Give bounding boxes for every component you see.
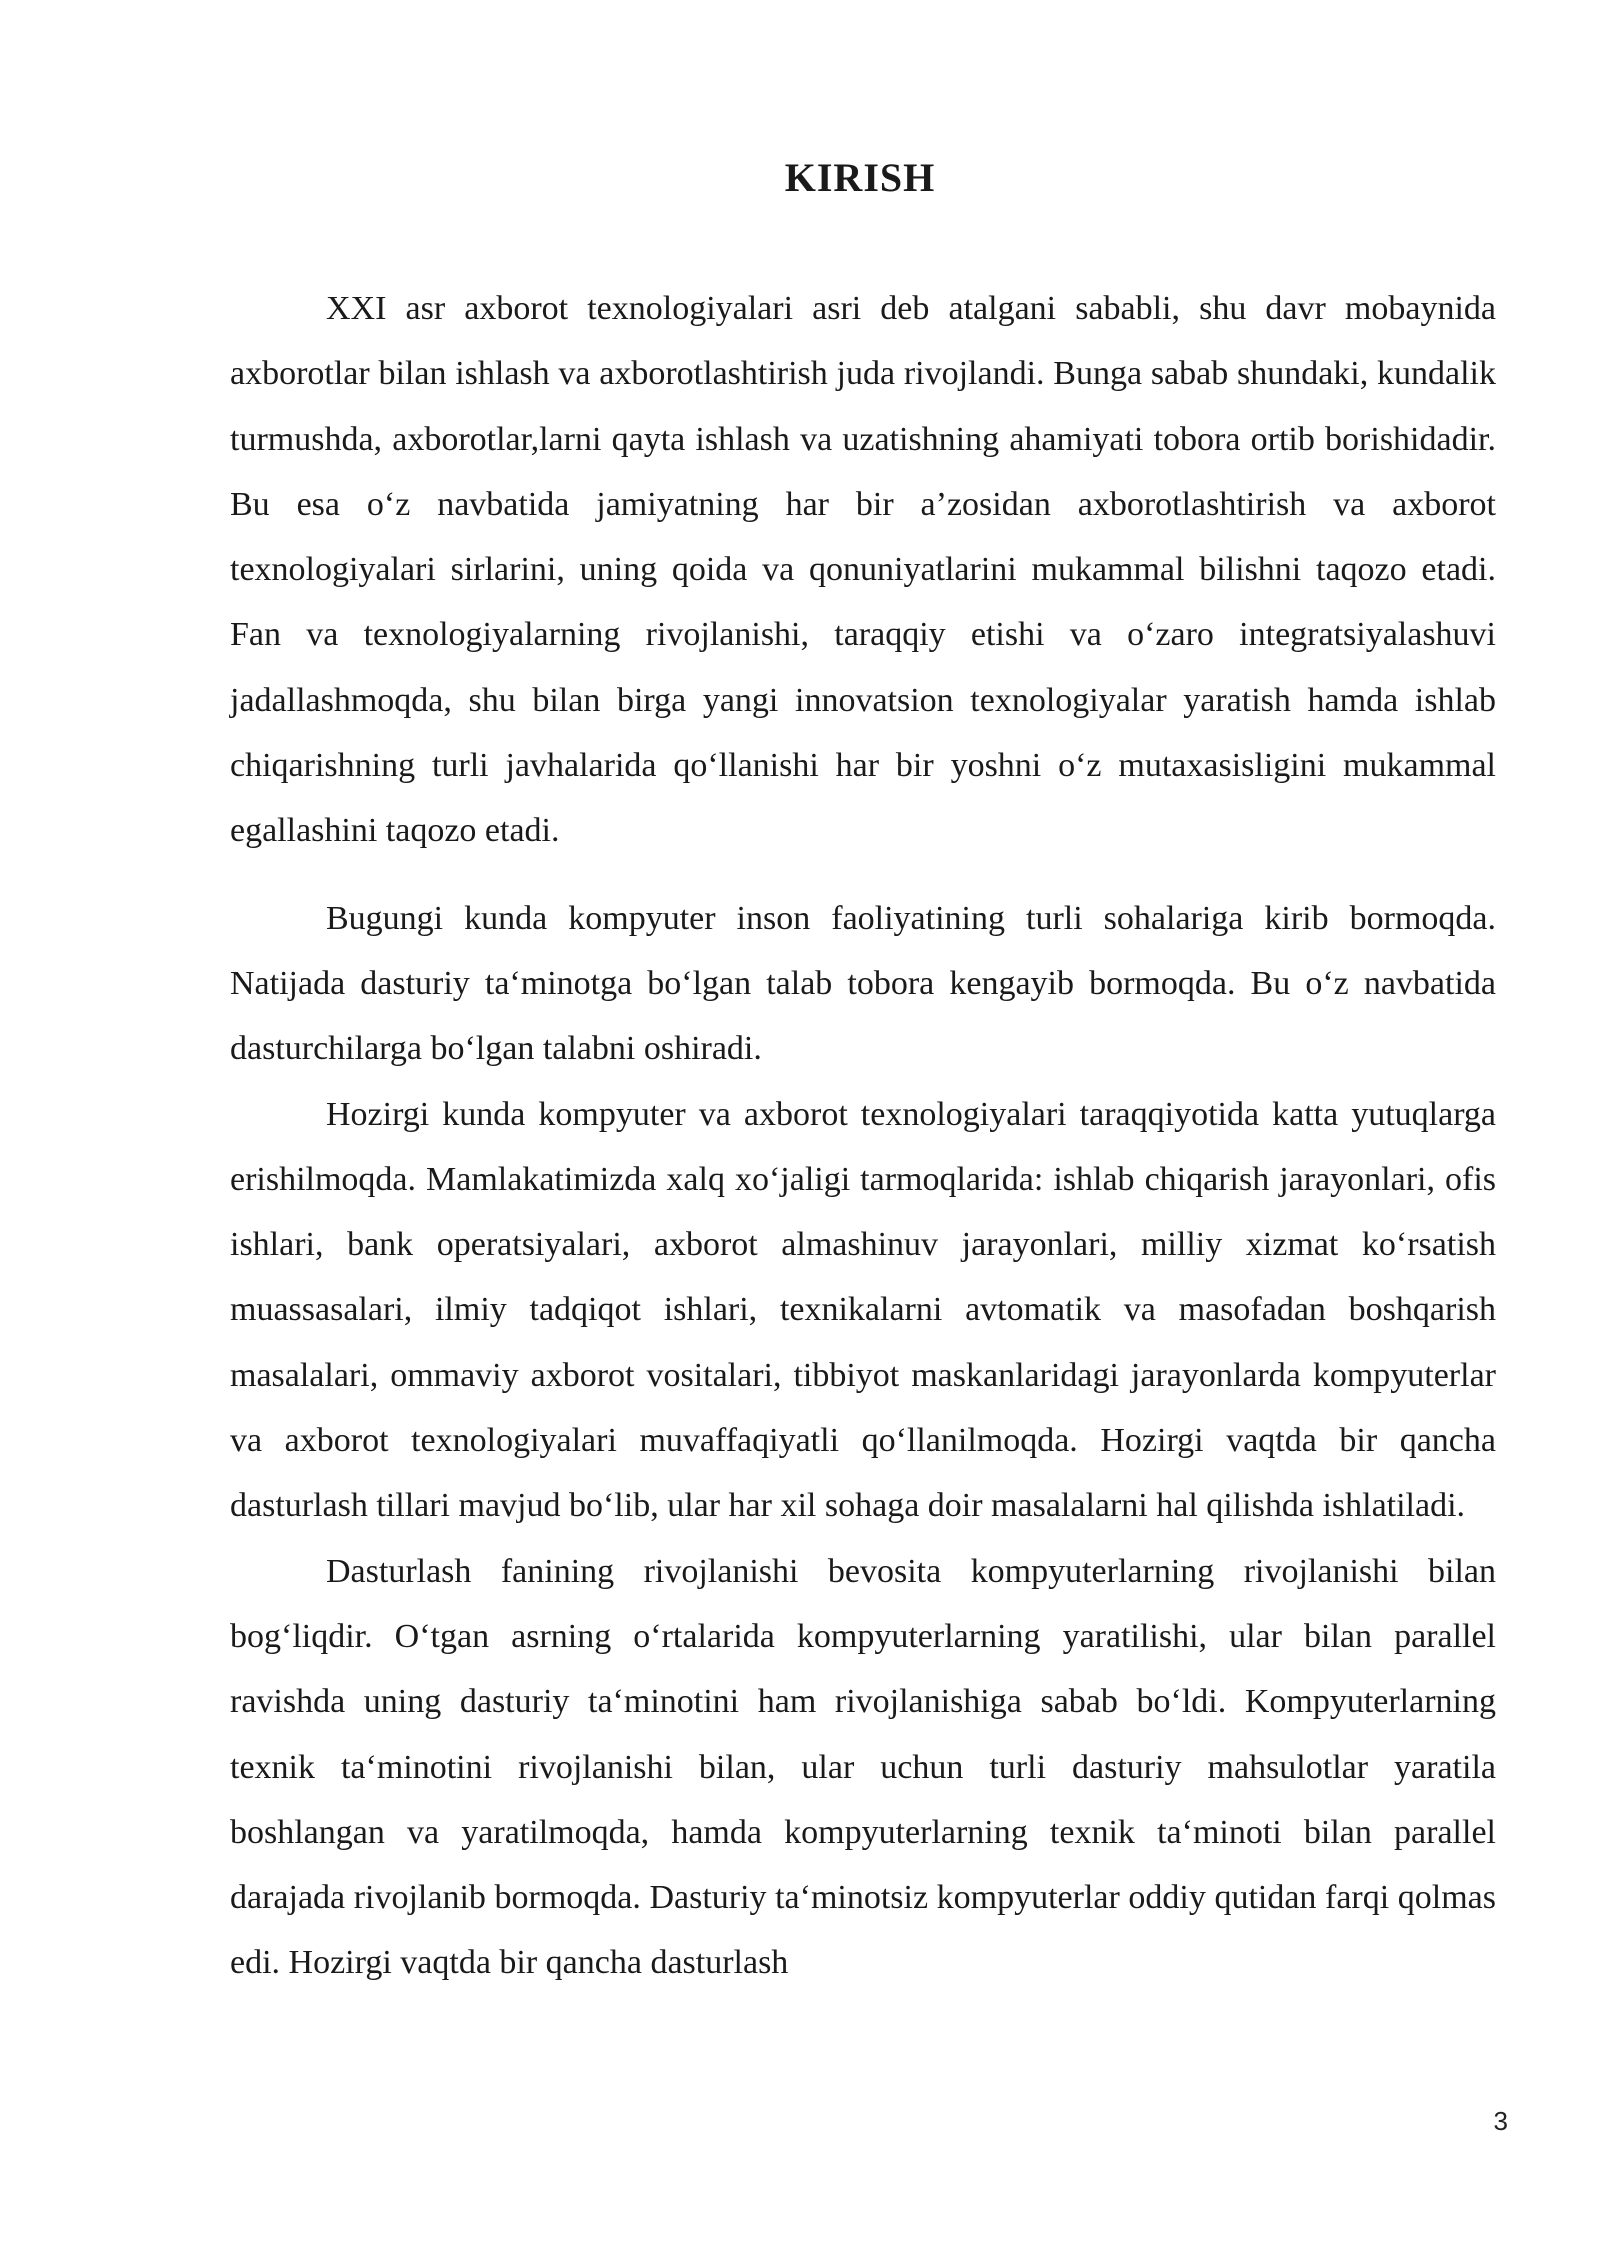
page-title: KIRISH: [784, 155, 936, 200]
paragraph-2: Bugungi kunda kompyuter inson faoliyatining turli sohalariga kirib bormoqda. Natijada dasturiy ta‘minotga bo‘lgan talab tobora kengayib bormoqda. Bu o‘z navbatida dasturchilarga bo‘lgan talabni oshiradi.: [230, 899, 1496, 1068]
page-number: 3: [1493, 2106, 1508, 2136]
paragraph-3: Hozirgi kunda kompyuter va axborot texnologiyalari taraqqiyotida katta yutuqlarga erishilmoqda. Mamlakatimizda xalq xo‘jaligi tarmoqlarida: ishlab chiqarish jarayonlari, ofis ishlari, bank operatsiyalari, axborot almashinuv jarayonlari, milliy xizmat ko‘rsatish muassasalari, ilmiy tadqiqot ishlari, texnikalarni avtomatik va masofadan boshqarish masalalari, ommaviy axborot vositalari, tibbiyot maskanlaridagi jarayonlarda kompyuterlar va axborot texnologiyalari muvaffaqiyatli qo‘llanilmoqda. Hozirgi vaqtda bir qancha dasturlash tillari mavjud bo‘lib, ular har xil sohaga doir masalalarni hal qilishda ishlatiladi.: [230, 1095, 1496, 1525]
paragraph-4: Dasturlash fanining rivojlanishi bevosita kompyuterlarning rivojlanishi bilan bog‘liqdir. O‘tgan asrning o‘rtalarida kompyuterlarning yaratilishi, ular bilan parallel ravishda uning dasturiy ta‘minotini ham rivojlanishiga sabab bo‘ldi. Kompyuterlarning texnik ta‘minotini rivojlanishi bilan, ular uchun turli dasturiy mahsulotlar yaratila boshlangan va yaratilmoqda, hamda kompyuterlarning texnik ta‘minoti bilan parallel darajada rivojlanib bormoqda. Dasturiy ta‘minotsiz kompyuterlar oddiy qutidan farqi qolmas edi. Hozirgi vaqtda bir qancha dasturlash: [230, 1552, 1496, 1982]
paragraph-1: XXI asr axborot texnologiyalari asri deb atalgani sababli, shu davr mobaynida axborotlar bilan ishlash va axborotlashtirish juda rivojlandi. Bunga sabab shundaki, kundalik turmushda, axborotlar,larni qayta ishlash va uzatishning ahamiyati tobora ortib borishidadir. Bu esa o‘z navbatida jamiyatning har bir a’zosidan axborotlashtirish va axborot texnologiyalari sirlarini, uning qoida va qonuniyatlarini mukammal bilishni taqozo etadi. Fan va texnologiyalarning rivojlanishi, taraqqiy etishi va o‘zaro integratsiyalashuvi jadallashmoqda, shu bilan birga yangi innovatsion texnologiyalar yaratish hamda ishlab chiqarishning turli javhalarida qo‘llanishi har bir yoshni o‘z mutaxasisligini mukammal egallashini taqozo etadi.: [230, 290, 1496, 850]
document-body: [230, 276, 1496, 1996]
